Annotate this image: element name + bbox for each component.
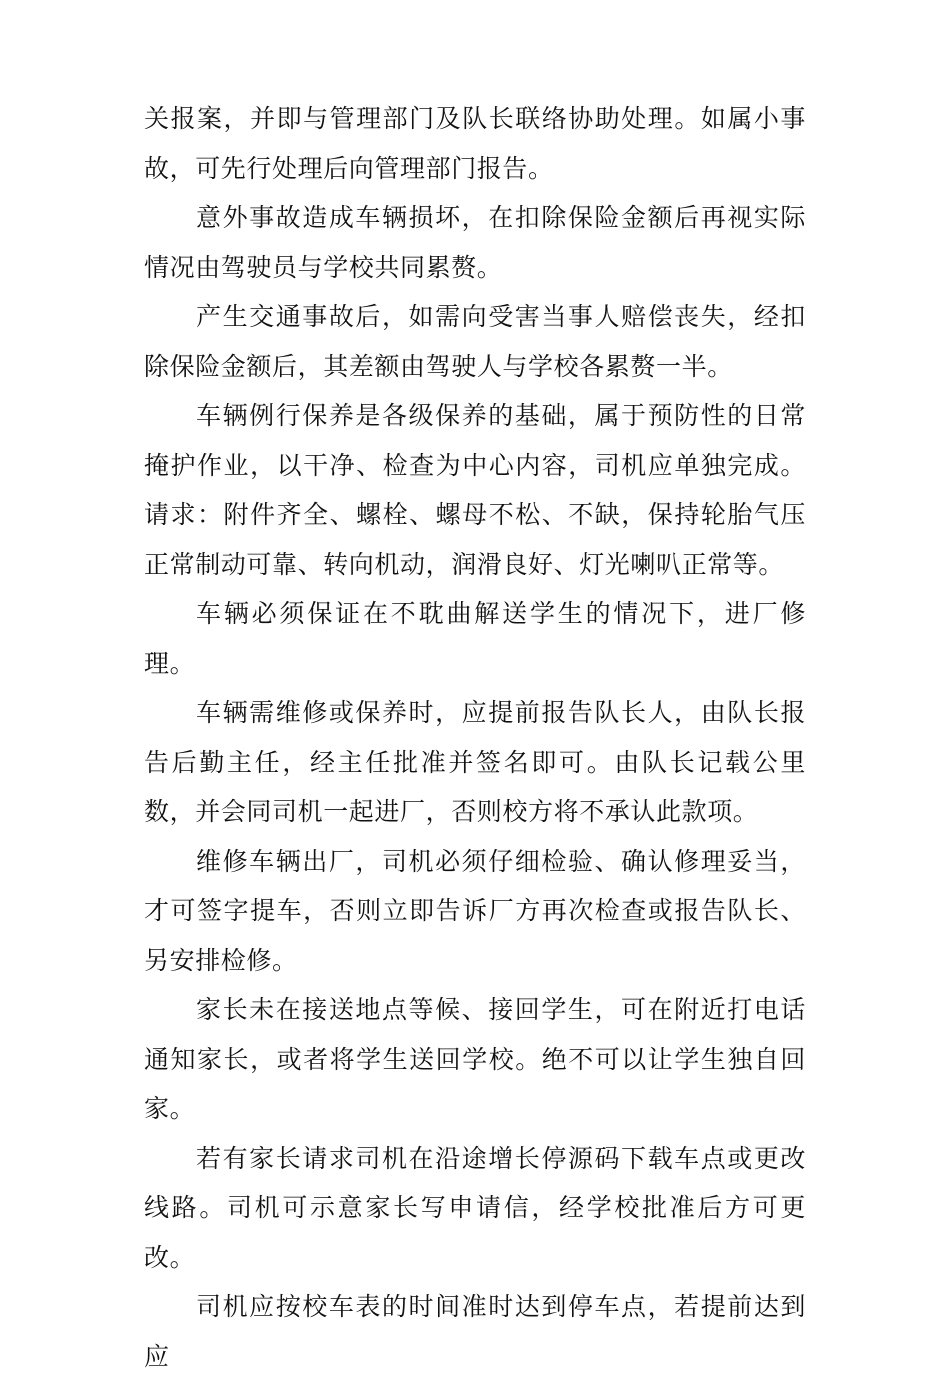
- paragraph-1: 关报案，并即与管理部门及队长联络协助处理。如属小事故，可先行处理后向管理部门报告。: [144, 104, 806, 183]
- paragraph-8: 家长未在接送地点等候、接回学生，可在附近打电话通知家长，或者将学生送回学校。绝不可以让学生独自回家。: [144, 995, 806, 1123]
- document-body: [144, 94, 806, 1381]
- paragraph-5: 车辆必须保证在不耽曲解送学生的情况下，进厂修理。: [144, 599, 806, 678]
- paragraph-10: 司机应按校车表的时间准时达到停车点，若提前达到应: [144, 1292, 806, 1371]
- paragraph-4: 车辆例行保养是各级保养的基础，属于预防性的日常掩护作业，以干净、检查为中心内容，司机应单独完成。请求：附件齐全、螺栓、螺母不松、不缺，保持轮胎气压正常制动可靠、转向机动，润滑良好、灯光喇叭正常等。: [144, 401, 806, 579]
- paragraph-9: 若有家长请求司机在沿途增长停源码下载车点或更改线路。司机可示意家长写申请信，经学校批准后方可更改。: [144, 1143, 806, 1272]
- paragraph-2: 意外事故造成车辆损坏，在扣除保险金额后再视实际情况由驾驶员与学校共同累赘。: [144, 203, 806, 282]
- paragraph-3: 产生交通事故后，如需向受害当事人赔偿丧失，经扣除保险金额后，其差额由驾驶人与学校各累赘一半。: [144, 302, 806, 381]
- paragraph-6: 车辆需维修或保养时，应提前报告队长人，由队长报告后勤主任，经主任批准并签名即可。由队长记载公里数，并会同司机一起进厂，否则校方将不承认此款项。: [144, 698, 806, 826]
- paragraph-7: 维修车辆出厂，司机必须仔细检验、确认修理妥当，才可签字提车，否则立即告诉厂方再次检查或报告队长、另安排检修。: [144, 846, 806, 975]
